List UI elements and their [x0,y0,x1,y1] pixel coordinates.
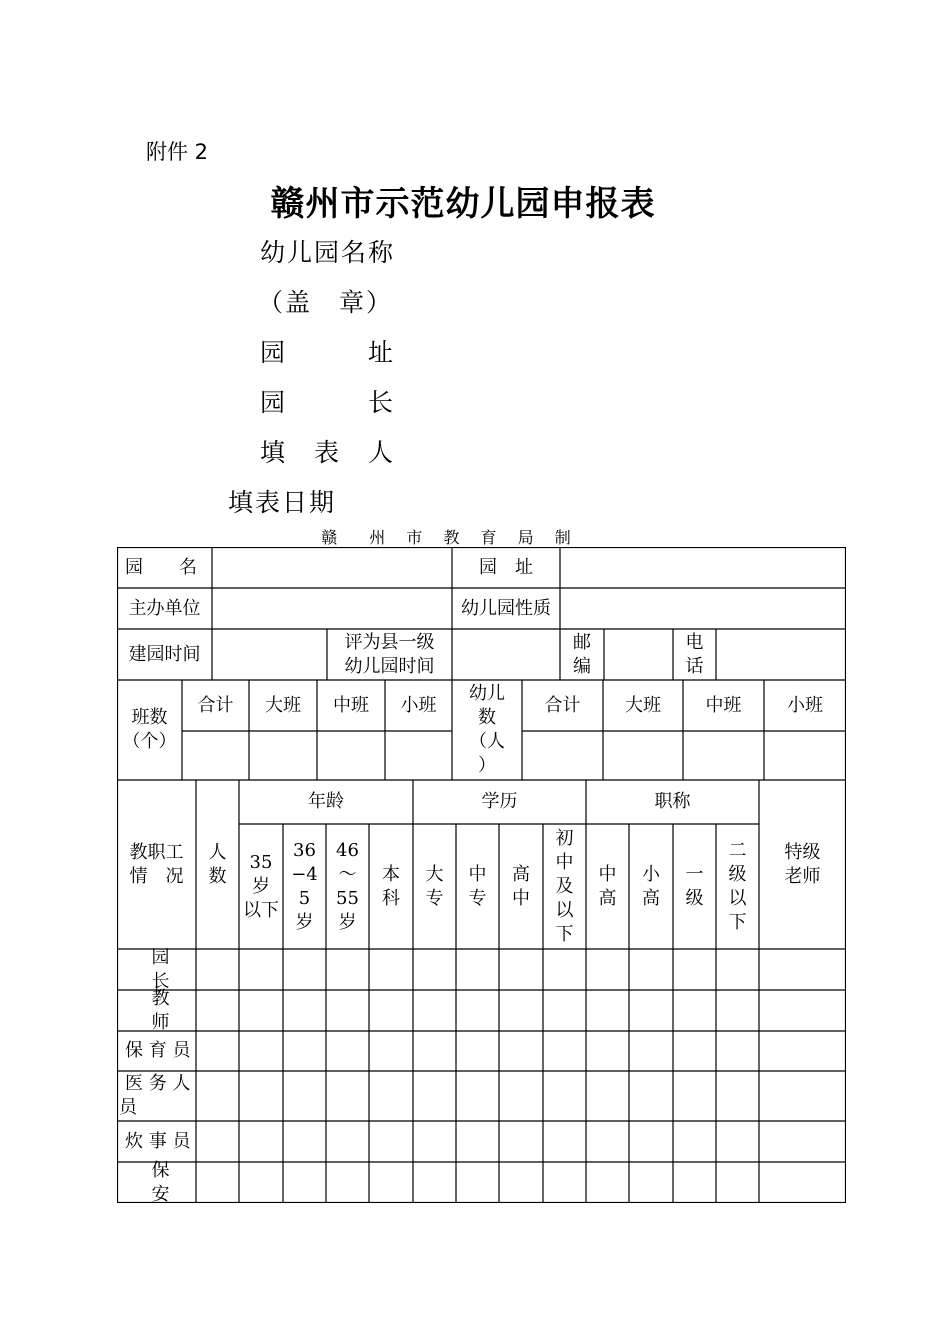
attachment-label: 附件 2 [146,140,209,164]
class-count-label [117,680,182,780]
postcode-label [560,629,604,680]
class-count-line2: （个） [122,731,177,752]
title-senior-line1: 中 [598,863,617,885]
special-teacher-header [759,780,846,949]
headcount-line2: 数 [208,865,227,887]
application-table [117,547,846,1203]
role-medical-line2: 员 [119,1097,137,1118]
education-header: 学历 [481,791,518,812]
title-primary-senior [629,824,673,949]
edu-college-line1: 大 [425,863,444,885]
class-middle-header: 中班 [333,694,369,716]
edu-bachelor [369,824,413,949]
staff-label [117,780,196,949]
special-line1: 特级 [784,841,821,863]
director-label: 园 长 [260,388,396,417]
phone-line2: 话 [685,655,704,677]
role-security: 保 安 [151,1159,206,1205]
children-count-line1: 幼儿 [469,683,505,704]
garden-address-label: 园 址 [479,556,533,578]
garden-address-field[interactable] [560,547,846,588]
edu-college [413,824,456,949]
title-primary-line2: 高 [642,887,660,909]
edu-junior-line2: 中 [555,851,574,873]
edu-bachelor-line1: 本 [382,863,400,885]
role-cook: 炊 事 员 [125,1130,191,1152]
age-36-45-line4: 岁 [295,911,314,933]
edu-vocational-line1: 中 [468,863,487,885]
age-under-35-line1: 35 岁 [249,851,273,897]
edu-bachelor-line2: 科 [382,887,400,909]
title-header: 职称 [654,791,691,812]
phone-field[interactable] [716,629,846,680]
age-under-35 [239,824,283,949]
title-level-two-line3: 以 [728,887,747,909]
garden-name-label: 园 名 [125,556,197,578]
title-level-two-line4: 下 [728,911,747,933]
edu-junior-line4: 以 [555,899,574,921]
edu-junior-line5: 下 [555,923,574,945]
title-primary-line1: 小 [642,863,660,885]
role-director: 园 长 [151,946,206,992]
staff-line2: 情 况 [129,865,184,887]
class-small-header: 小班 [400,694,437,716]
county-rated-field[interactable] [452,629,560,680]
role-caregiver: 保 育 员 [125,1040,191,1061]
issuer-text: 赣 州 市 教 育 局 制 [321,528,579,547]
title-level-one [673,824,716,949]
county-rated-line1: 评为县一级 [344,631,435,653]
seal-label: （盖 章） [258,288,394,317]
role-teacher: 教 师 [151,987,206,1033]
age-36-45-line3: 5 [298,887,311,909]
role-medical-line1: 医 务 人 [125,1073,191,1094]
postcode-line2: 编 [573,655,591,677]
age-header: 年龄 [308,791,344,812]
county-rated-line2: 幼儿园时间 [344,655,435,677]
age-36-45-line1: 36 [293,839,316,861]
title-level-one-line2: 级 [685,887,704,909]
children-count-line3: （人 [469,731,505,752]
form-title [0,176,950,225]
founded-field[interactable] [212,629,327,680]
postcode-line1: 邮 [573,631,591,653]
title-level-two-below [716,824,759,949]
kindergarten-name-label: 幼儿园名称 [260,238,396,267]
title-level-two-line1: 二 [728,839,747,861]
title-level-one-line1: 一 [685,863,704,885]
title-level-two-line2: 级 [728,863,747,885]
age-46-55-line2: ～ [338,863,357,885]
nature-label: 幼儿园性质 [461,597,551,619]
edu-junior-below [543,824,586,949]
age-46-55-line1: 46 [336,839,359,861]
age-46-55-line3: 55 [336,887,359,909]
children-total-header: 合计 [544,694,581,716]
garden-name-field[interactable] [212,547,452,588]
class-count-line1: 班数 [131,707,168,728]
edu-college-line2: 专 [425,887,444,909]
special-line2: 老师 [784,865,821,887]
children-middle-header: 中班 [705,694,742,716]
nature-field[interactable] [560,588,846,629]
children-count-line2: 数 [478,707,496,728]
headcount-header [196,780,239,949]
filler-label: 填 表 人 [260,438,396,467]
edu-highschool-line2: 中 [512,887,530,909]
headcount-line1: 人 [208,841,227,863]
children-count-label [452,680,522,780]
edu-vocational [456,824,499,949]
issuer-label [0,525,950,548]
form-title-text: 赣州市示范幼儿园申报表 [270,184,656,224]
edu-junior-line3: 及 [555,875,574,897]
postcode-field[interactable] [604,629,673,680]
title-senior-line2: 高 [598,887,617,909]
sponsor-label: 主办单位 [128,597,201,619]
address-label: 园 址 [260,338,396,367]
age-46-55 [326,824,369,949]
age-under-35-line2: 以下 [243,899,279,921]
children-small-header: 小班 [787,694,823,716]
edu-junior-line1: 初 [555,827,574,849]
edu-highschool [499,824,543,949]
phone-line1: 电 [685,631,704,653]
title-senior [586,824,629,949]
county-rated-label [327,629,452,680]
age-36-45 [283,824,326,949]
edu-highschool-line1: 高 [512,863,530,885]
edu-vocational-line2: 专 [468,887,487,909]
class-big-header: 大班 [265,694,301,716]
phone-label [673,629,716,680]
founded-label: 建园时间 [128,643,201,665]
fill-date-label: 填表日期 [228,488,337,517]
age-36-45-line2: −4 [291,863,318,885]
staff-line1: 教职工 [129,841,184,863]
children-big-header: 大班 [625,694,661,716]
age-46-55-line4: 岁 [338,911,357,933]
class-total-header: 合计 [197,694,234,716]
role-medical [117,1071,196,1121]
sponsor-field[interactable] [212,588,452,629]
children-count-line4: ） [478,755,496,776]
